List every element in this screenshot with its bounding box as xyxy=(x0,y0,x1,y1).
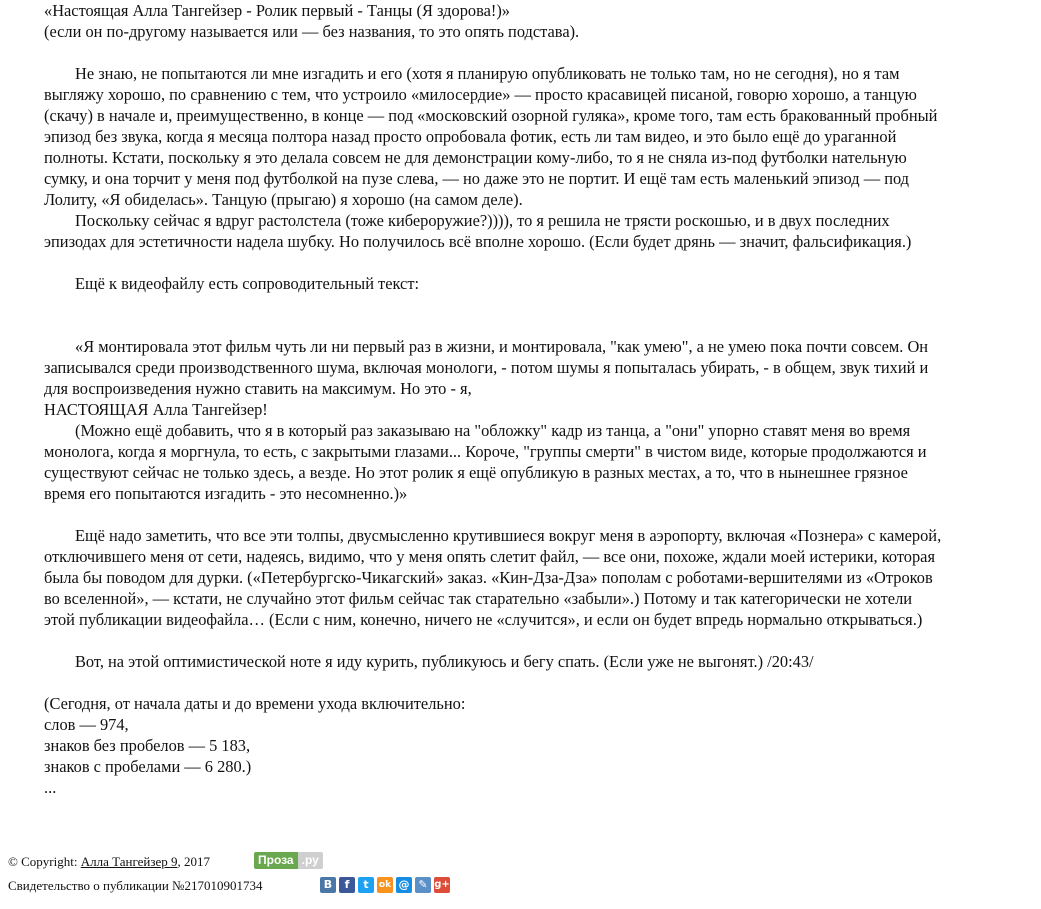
text-line: во вселенной», — кстати, не случайно этот фильм сейчас так старательно «забыли».) Потому и так категорически не хотели xyxy=(44,589,913,608)
text-line: ... xyxy=(44,778,57,797)
text-line: слов — 974, xyxy=(44,715,129,734)
text-line: время его попытаются изгадить - это несомненно.)» xyxy=(44,484,408,503)
text-line: знаков с пробелами — 6 280.) xyxy=(44,757,252,776)
text-line: Ещё к видеофайлу есть сопроводительный текст: xyxy=(75,274,420,293)
mail-ru-icon[interactable]: @ xyxy=(396,877,412,893)
odnoklassniki-icon[interactable]: ok xyxy=(377,877,393,893)
text-line: существуют сейчас не только здесь, а везде. Но этот ролик я ещё опубликую в разных местах, а то, что в нынешнее грязное xyxy=(44,463,908,482)
google-plus-icon[interactable]: g+ xyxy=(434,877,450,893)
copyright-line xyxy=(8,852,210,872)
text-line: НАСТОЯЩАЯ Алла Тангейзер! xyxy=(44,400,268,419)
text-line: Вот, на этой оптимистической ноте я иду курить, публикуюсь и бегу спать. (Если уже не выгонят.) /20:43/ xyxy=(75,652,814,671)
text-line: для воспроизведения нужно ставить на максимум. Но это - я, xyxy=(44,379,472,398)
share-buttons xyxy=(320,877,450,893)
text-line: монолога, когда я моргнула, то есть, с закрытыми глазами... Короче, "группы смерти" в чистом виде, которые продолжаются и xyxy=(44,442,927,461)
text-line: Ещё надо заметить, что все эти толпы, двусмысленно крутившиеся вокруг меня в аэропорту, включая «Познера» с камерой, xyxy=(75,526,942,545)
twitter-icon[interactable]: t xyxy=(358,877,374,893)
copyright-prefix: © Copyright: xyxy=(8,854,81,869)
article-text xyxy=(44,0,1034,798)
publication-certificate: Свидетельство о публикации №217010901734 xyxy=(8,878,263,893)
text-line: «Я монтировала этот фильм чуть ли ни первый раз в жизни, и монтировала, "как умею", а не умею пока почти совсем. Он xyxy=(75,337,929,356)
text-line: Поскольку сейчас я вдруг растолстела (тоже кибероружие?)))), то я решила не трясти роскошью, и в двух последних xyxy=(75,211,890,230)
facebook-icon[interactable]: f xyxy=(339,877,355,893)
text-line: выгляжу хорошо, по сравнению с тем, что устроило «милосердие» — просто красавицей писаной, говорю хорошо, а танцую xyxy=(44,85,917,104)
text-line: полноты. Кстати, поскольку я это делала совсем не для демонстрации кому-либо, то я не сняла из-под футболки нательную xyxy=(44,148,907,167)
logo-text-right: .ру xyxy=(298,852,323,869)
text-line: знаков без пробелов — 5 183, xyxy=(44,736,251,755)
text-line: (скачу) в начале и, преимущественно, в конце — под «московский озорной гуляка», кроме того, там есть бракованный пробный xyxy=(44,106,938,125)
author-link[interactable]: Алла Тангейзер 9 xyxy=(80,854,178,869)
text-line: (Можно ещё добавить, что я в который раз заказываю на "обложку" кадр из танца, а "они" упорно ставят меня во время xyxy=(75,421,911,440)
text-line: «Настоящая Алла Тангейзер - Ролик первый - Танцы (Я здорова!)» xyxy=(44,1,511,20)
text-line: сумку, и она торчит у меня под футболкой на пузе слева, — но даже это не портит. И ещё там есть маленький эпизод — под xyxy=(44,169,910,188)
text-line: (Сегодня, от начала даты и до времени ухода включительно: xyxy=(44,694,466,713)
text-line: эпизод без звука, когда я месяца полтора назад просто опробовала фотик, есть ли там видео, и это было ещё до ураганной xyxy=(44,127,897,146)
livejournal-icon[interactable]: ✎ xyxy=(415,877,431,893)
text-line: записывался среди производственного шума, включая монологи, - потом шумы я попыталась убирать, - в общем, звук тихий и xyxy=(44,358,929,377)
vkontakte-icon[interactable]: B xyxy=(320,877,336,893)
proza-ru-logo[interactable] xyxy=(254,852,323,869)
text-line: эпизодах для эстетичности надела шубку. Но получилось всё вполне хорошо. (Если будет дрянь — значит, фальсификация.) xyxy=(44,232,912,251)
logo-text-left: Проза xyxy=(254,852,298,869)
text-line: отключившего меня от сети, надеясь, видимо, что у меня опять слетит файл, — все они, похоже, ждали моей истерики, которая xyxy=(44,547,935,566)
text-line: была бы поводом для дурки. («Петербургско-Чикагский» заказ. «Кин-Дза-Дза» пополам с роботами-вершителями из «Отроков xyxy=(44,568,933,587)
copyright-year: , 2017 xyxy=(177,854,210,869)
text-line: Лолиту, «Я обиделась». Танцую (прыгаю) я хорошо (на самом деле). xyxy=(44,190,523,209)
text-line: (если он по-другому называется или — без названия, то это опять подстава). xyxy=(44,22,580,41)
text-line: Не знаю, не попытаются ли мне изгадить и его (хотя я планирую опубликовать не только там, но не сегодня), но я там xyxy=(75,64,900,83)
text-line: этой публикации видеофайла… (Если с ним, конечно, ничего не «случится», и если он будет впредь нормально открываться.) xyxy=(44,610,923,629)
